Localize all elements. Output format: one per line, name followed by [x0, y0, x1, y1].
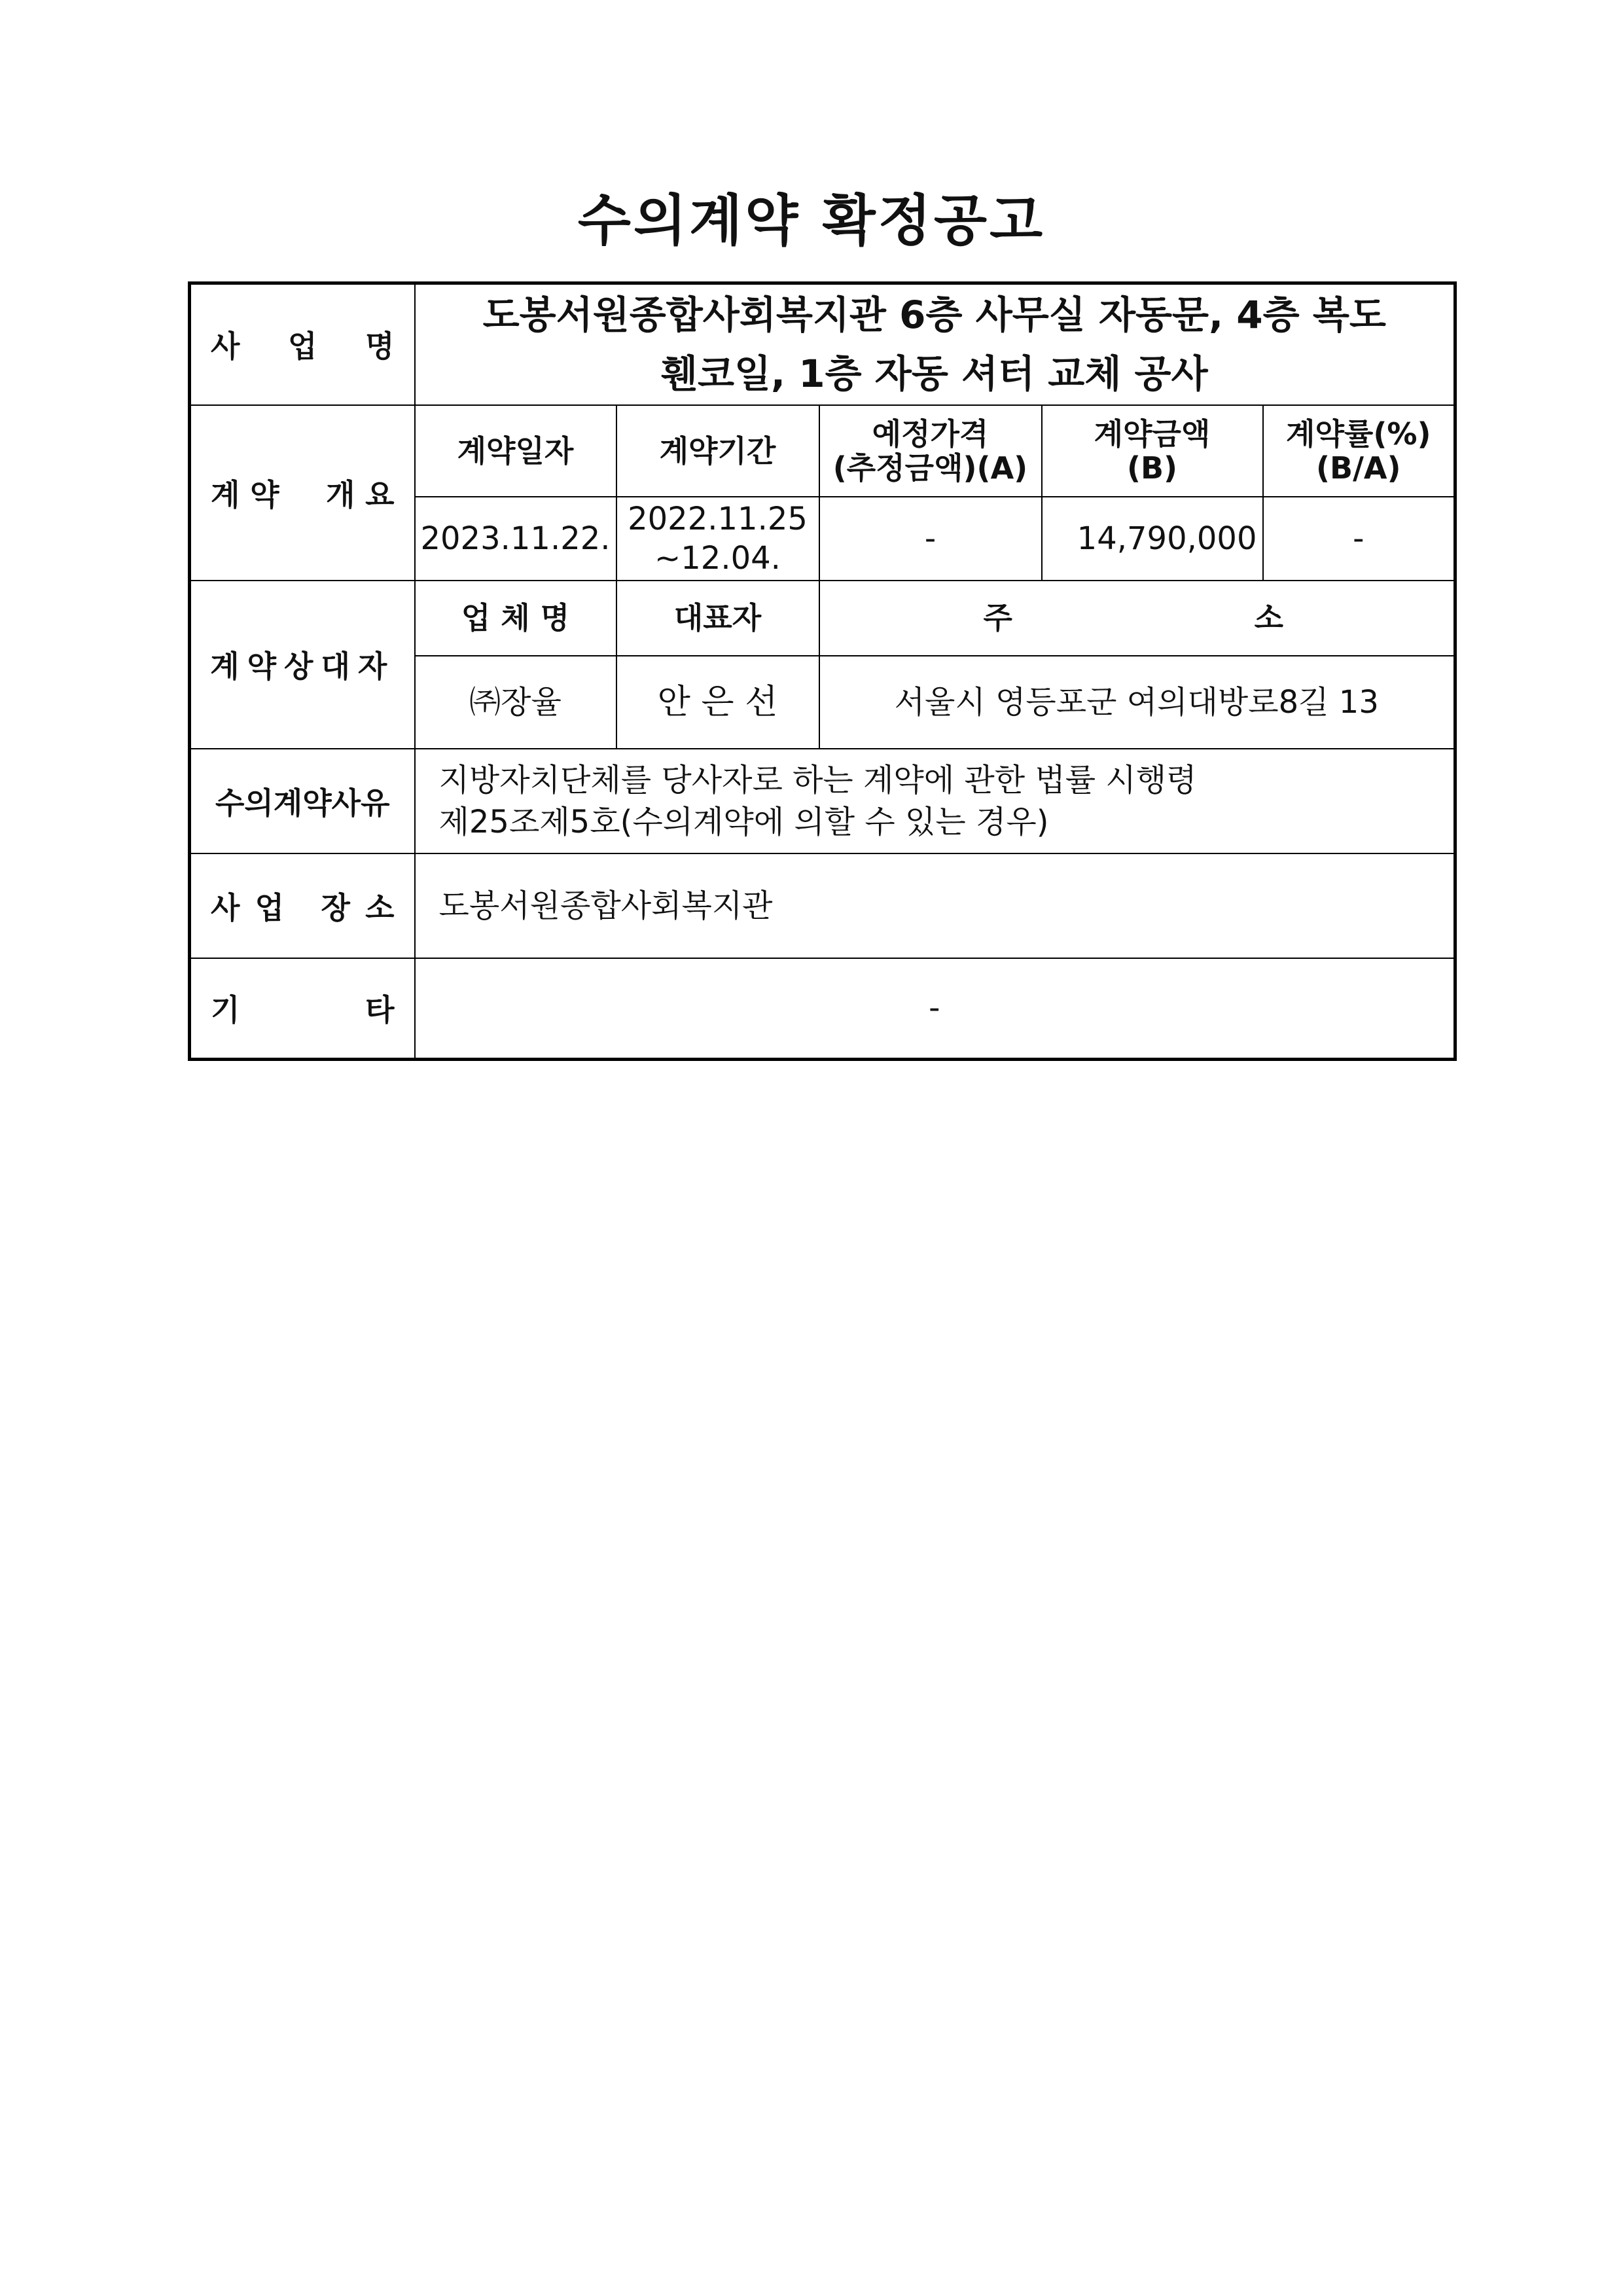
reason-value: 지방자치단체를 당사자로 하는 계약에 관한 법률 시행령 제25조제5호(수의계약에 의할 수 있는 경우) — [415, 749, 1455, 853]
row-reason — [190, 749, 1455, 853]
header-estimated-price: 예정가격 (추정금액)(A) — [819, 405, 1042, 497]
contract-period-value: 2022.11.25 ~12.04. — [616, 497, 819, 581]
estimated-price-value: - — [819, 497, 1042, 581]
company-name-value: ㈜장율 — [415, 656, 616, 749]
document-title: 수의계약 확정공고 — [577, 188, 1046, 253]
contract-date-value: 2023.11.22. — [415, 497, 616, 581]
location-value: 도봉서원종합사회복지관 — [415, 853, 1455, 958]
row-location — [190, 853, 1455, 958]
header-contract-date: 계약일자 — [415, 405, 616, 497]
label-location: 사 업 장 소 — [190, 853, 415, 958]
row-counterparty-header — [190, 581, 1455, 656]
header-representative: 대표자 — [616, 581, 819, 656]
label-other: 기 타 — [190, 958, 415, 1060]
other-value: - — [415, 958, 1455, 1060]
label-contract-overview: 계 약 개 요 — [190, 405, 415, 581]
label-reason: 수의계약사유 — [190, 749, 415, 853]
label-project-name: 사 업 명 — [190, 283, 415, 405]
row-project-name — [190, 283, 1455, 405]
label-counterparty: 계약상대자 — [190, 581, 415, 749]
representative-value: 안 은 선 — [616, 656, 819, 749]
contract-notice-table — [188, 281, 1457, 1061]
header-contract-amount: 계약금액 (B) — [1042, 405, 1263, 497]
contract-rate-value: - — [1263, 497, 1455, 581]
contract-amount-value: 14,790,000 — [1042, 497, 1263, 581]
header-address: 주 소 — [819, 581, 1455, 656]
header-contract-rate: 계약률(%) (B/A) — [1263, 405, 1455, 497]
header-contract-period: 계약기간 — [616, 405, 819, 497]
row-other — [190, 958, 1455, 1060]
project-name-value: 도봉서원종합사회복지관 6층 사무실 자동문, 4층 복도 휀코일, 1층 자동 셔터 교체 공사 — [415, 283, 1455, 405]
address-value: 서울시 영등포군 여의대방로8길 13 — [819, 656, 1455, 749]
row-overview-header — [190, 405, 1455, 497]
header-company-name: 업 체 명 — [415, 581, 616, 656]
